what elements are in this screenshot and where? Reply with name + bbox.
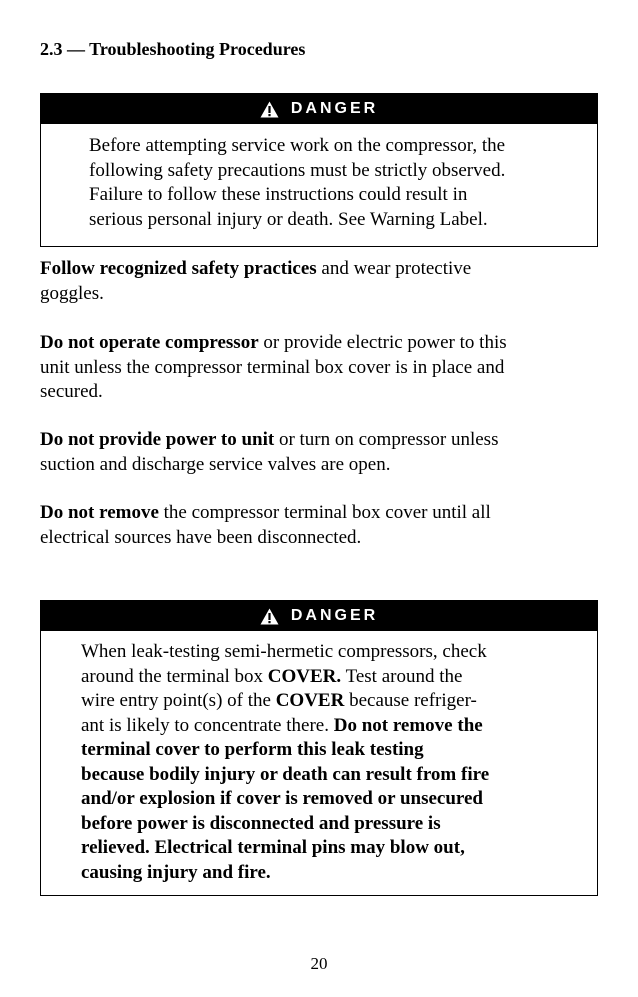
body-text: electrical sources have been disconnected. bbox=[40, 526, 362, 548]
body-text: the compressor terminal box cover until all bbox=[158, 502, 491, 523]
emphasis-text: Do not remove bbox=[40, 502, 159, 523]
body-text: secured. bbox=[40, 381, 103, 402]
page-number: 20 bbox=[310, 954, 328, 973]
danger-box-leak-testing bbox=[40, 600, 598, 896]
danger-line: around the terminal box COVER. Test around the bbox=[81, 665, 463, 687]
danger-body-text bbox=[41, 124, 597, 246]
danger-line-bold: causing injury and fire. bbox=[81, 861, 271, 883]
danger-label: DANGER bbox=[290, 607, 379, 624]
danger-line-bold: because bodily injury or death can result from fire bbox=[81, 763, 490, 785]
danger-line-bold: terminal cover to perform this leak testing bbox=[81, 739, 424, 760]
emphasis-text: Do not operate compressor bbox=[40, 332, 259, 353]
danger-line-bold: before power is disconnected and pressure is bbox=[81, 812, 441, 834]
body-text: goggles. bbox=[40, 282, 104, 304]
warning-triangle-icon bbox=[260, 101, 279, 118]
danger-body-text bbox=[41, 631, 597, 895]
warning-triangle-icon bbox=[260, 608, 279, 625]
danger-line: serious personal injury or death. See Warning Label. bbox=[89, 208, 488, 230]
danger-line: When leak-testing semi-hermetic compressors, check bbox=[81, 641, 487, 662]
safety-paragraph-operate bbox=[40, 331, 600, 405]
page-heading: 2.3 — Troubleshooting Procedures bbox=[40, 39, 306, 59]
danger-line: wire entry point(s) of the COVER because refriger- bbox=[81, 690, 477, 711]
danger-box-service-precautions bbox=[40, 93, 598, 247]
body-text: or turn on compressor unless bbox=[274, 429, 499, 450]
safety-paragraph-remove-cover bbox=[40, 501, 600, 550]
emphasis-text: Follow recognized safety practices bbox=[40, 258, 317, 279]
danger-header-bar bbox=[41, 94, 597, 124]
body-text: unit unless the compressor terminal box cover is in place and bbox=[40, 356, 505, 378]
danger-line-bold: and/or explosion if cover is removed or unsecured bbox=[81, 788, 483, 809]
danger-line: Before attempting service work on the compressor, the bbox=[89, 135, 506, 156]
danger-line: following safety precautions must be strictly observed. bbox=[89, 159, 506, 181]
body-text: and wear protective bbox=[316, 258, 472, 279]
danger-line-bold: relieved. Electrical terminal pins may blow out, bbox=[81, 837, 465, 858]
danger-line: Failure to follow these instructions could result in bbox=[89, 184, 468, 205]
danger-header-bar bbox=[41, 601, 597, 631]
body-text: or provide electric power to this bbox=[258, 332, 507, 353]
safety-paragraph-power bbox=[40, 428, 600, 477]
body-text: suction and discharge service valves are open. bbox=[40, 453, 391, 475]
danger-line: ant is likely to concentrate there. Do not remove the bbox=[81, 714, 483, 736]
danger-label: DANGER bbox=[290, 100, 379, 117]
emphasis-text: Do not provide power to unit bbox=[40, 429, 275, 450]
safety-paragraph-goggles bbox=[40, 257, 600, 306]
